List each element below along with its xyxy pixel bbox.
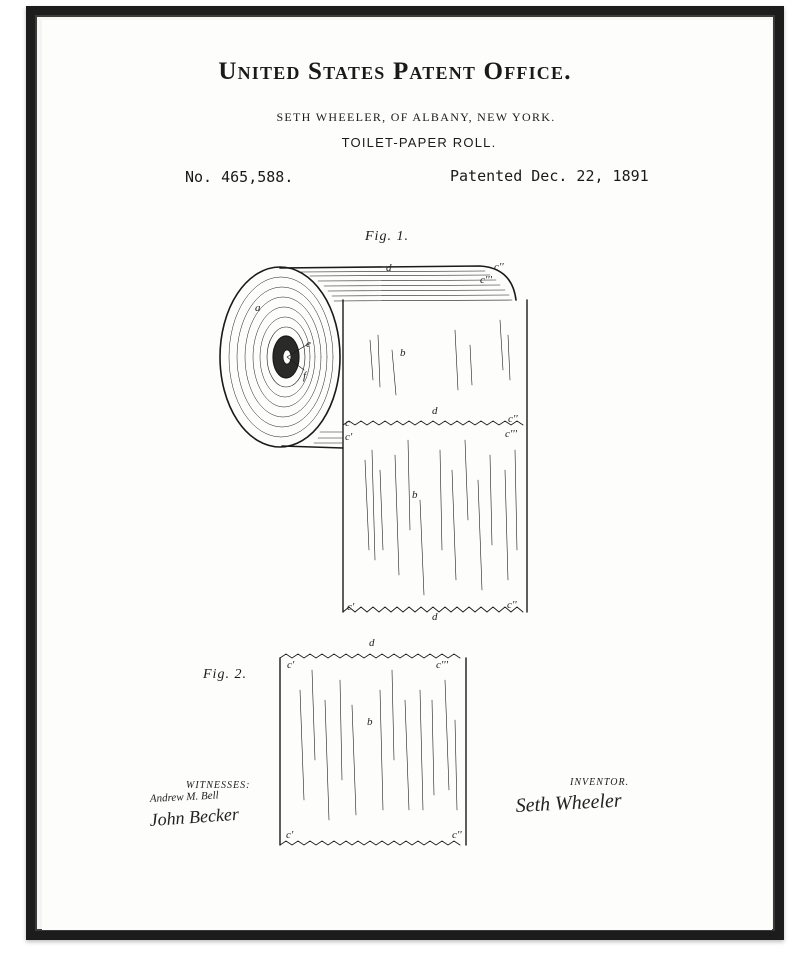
witness-2-signature: John Becker xyxy=(148,803,240,830)
document-header: United States Patent Office. xyxy=(218,58,572,85)
label-c-prime: c' xyxy=(286,829,294,841)
label-d: d xyxy=(369,637,375,649)
fig-1-label: Fig. 1. xyxy=(365,229,409,244)
label-c-triple: c''' xyxy=(436,659,448,671)
fig1-roll-end xyxy=(220,267,340,447)
label-c-triple: c''' xyxy=(505,428,517,440)
label-b: b xyxy=(400,347,406,359)
inventor-line: SETH WHEELER, OF ALBANY, NEW YORK. xyxy=(276,110,556,124)
label-f: f xyxy=(303,370,307,382)
patent-date: Patented Dec. 22, 1891 xyxy=(450,167,649,185)
patent-number: No. 465,588. xyxy=(185,168,294,186)
inventor-signature: Seth Wheeler xyxy=(515,789,623,817)
fig1-hanging-sheet xyxy=(343,300,527,612)
label-d: d xyxy=(386,262,392,274)
label-c-triple: c''' xyxy=(480,274,492,286)
label-c-double: c'' xyxy=(494,261,504,273)
label-a: a xyxy=(255,302,261,314)
label-c: c xyxy=(345,417,350,429)
inventor-heading: INVENTOR. xyxy=(570,777,630,788)
label-c-double: c'' xyxy=(507,599,517,611)
fig2-sheet xyxy=(280,654,466,845)
label-c-prime: c' xyxy=(287,659,295,671)
label-b: b xyxy=(412,489,418,501)
label-c-double: c'' xyxy=(452,829,462,841)
witnesses-heading: WITNESSES: xyxy=(186,780,251,791)
label-c-double: c'' xyxy=(508,413,518,425)
label-c-prime: c' xyxy=(345,431,353,443)
label-c-prime: c' xyxy=(347,601,355,613)
fig-2-label: Fig. 2. xyxy=(203,667,247,682)
witness-1-signature: Andrew M. Bell xyxy=(149,789,220,805)
label-b: b xyxy=(367,716,373,728)
label-d: d xyxy=(432,405,438,417)
label-e: e xyxy=(306,338,311,350)
patent-subject: TOILET-PAPER ROLL. xyxy=(341,135,497,150)
label-d: d xyxy=(432,611,438,623)
